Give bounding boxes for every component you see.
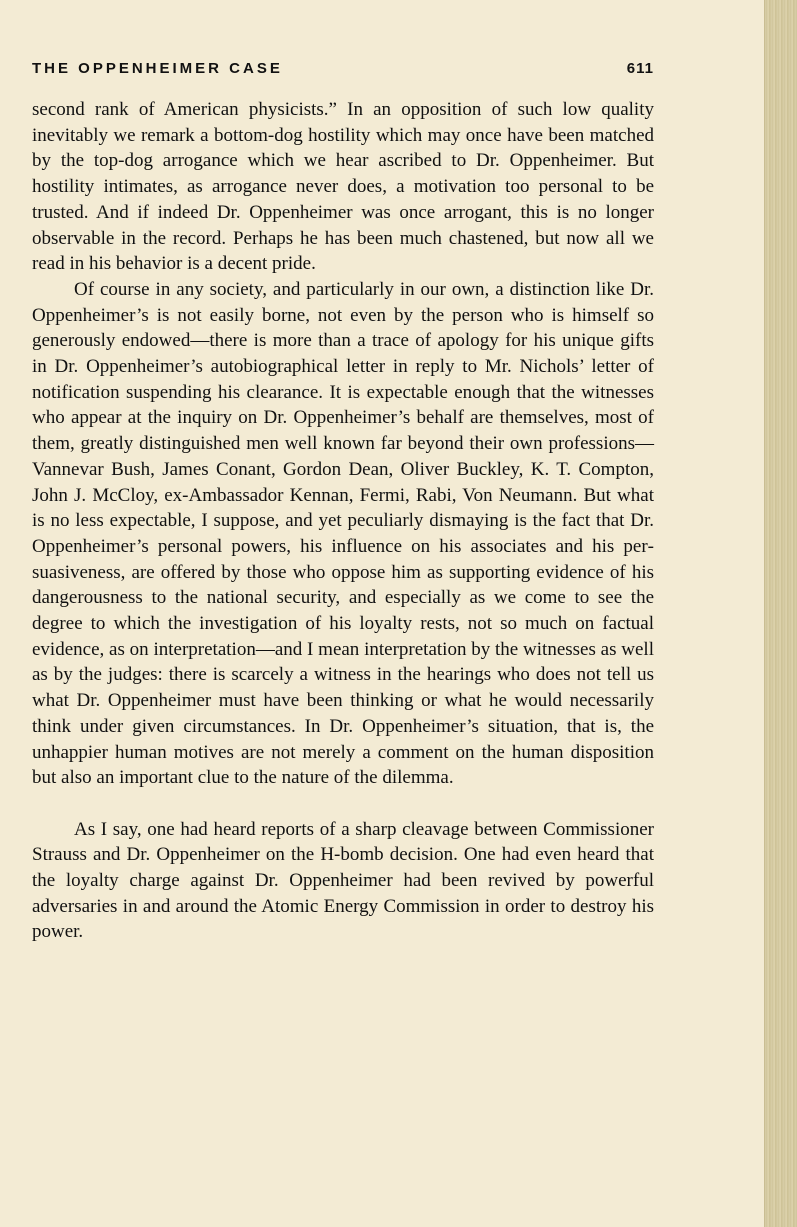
page-number: 611 (626, 60, 654, 77)
paragraph: As I say, one had heard reports of a sharp cleavage between Commissioner Strauss and Dr. Oppenheimer on the H-bomb decision. One had even heard that the loyalty charge against Dr. Oppenheimer had been revived by powerful adversaries in and around the Atomic Energy Commission in order to destroy his power. (32, 818, 654, 943)
body-text (32, 97, 654, 945)
running-head-title: THE OPPENHEIMER CASE (32, 60, 283, 77)
book-spine-edge (764, 0, 797, 1227)
paragraph: Of course in any society, and particularly in our own, a distinction like Dr. Oppenheimer’s is not easily borne, not even by the person who is himself so generously endowed—there is more than a trace of apology for his unique gifts in Dr. Oppenheimer’s autobiographical letter in reply to Mr. Nichols’ letter of notification suspending his clearance. It is expectable enough that the witnesses who appear at the inquiry on Dr. Oppenheimer’s behalf are themselves, most of them, greatly distinguished men well known far beyond their own professions—Vannevar Bush, James Conant, Gordon Dean, Oliver Buckley, K. T. Compton, John J. McCloy, ex-Ambassador Kennan, Fermi, Rabi, Von Neumann. But what is no less expectable, I suppose, and yet peculiarly dismaying is the fact that Dr. Oppenheimer’s personal powers, his influence on his associates and his persuasiveness, are offered by those who oppose him as supporting evidence of his dangerousness to the national security, and especially as we come to see the degree to which the investigation of his loyalty rests, not so much on factual evidence, as on interpretation—and I mean interpretation by the witnesses as well as by the judges: there is scarcely a witness in the hearings who does not tell us what Dr. Oppenheimer must have been thinking or what he would necessarily think under given circumstances. In Dr. Oppenheimer’s situation, that is, the unhappier human motives are not merely a comment on the human disposition but also an important clue to the nature of the dilemma. (32, 278, 654, 789)
paragraph: second rank of American physicists.” In an opposition of such low quality inevitably we remark a bottom-dog hostility which may once have been matched by the top-dog arrogance which we hear ascribed to Dr. Oppenheimer. But hostility intimates, as arrogance never does, a motivation too personal to be trusted. And if indeed Dr. Oppenheimer was once arrogant, this is no longer observable in the record. Perhaps he has been much chastened, but now all we read in his behavior is a decent pride. (32, 99, 654, 275)
running-head (32, 60, 654, 82)
